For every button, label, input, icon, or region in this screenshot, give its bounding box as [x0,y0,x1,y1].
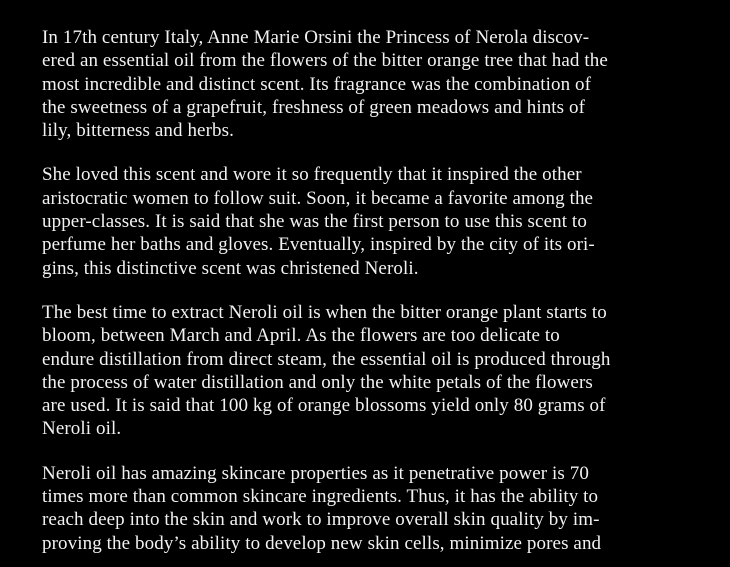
text-line: proving the body’s ability to develop new skin cells, minimize pores and [42,532,602,554]
text-line: reach deep into the skin and work to improve overall skin quality by im- [42,509,600,531]
article-body [42,26,694,567]
paragraph-aristocratic-women [42,163,694,279]
text-line: In 17th century Italy, Anne Marie Orsini the Princess of Nerola discov- [42,27,590,48]
text-line: the sweetness of a grapefruit, freshness of green meadows and hints of [42,96,586,118]
text-line: The best time to extract Neroli oil is when the bitter orange plant starts to [42,301,607,323]
text-line: Neroli oil. [42,418,122,440]
text-line: perfume her baths and gloves. Eventually, inspired by the city of its ori- [42,234,595,256]
text-line: ered an essential oil from the flowers of the bitter orange tree that had the [42,50,608,72]
paragraph-princess-of-nerola [42,26,694,142]
text-line: upper-classes. It is said that she was the first person to use this scent to [42,211,587,233]
text-line: gins, this distinctive scent was christened Neroli. [42,257,419,279]
paragraph-extraction [42,301,694,441]
text-line: lily, bitterness and herbs. [42,120,234,142]
text-line: most incredible and distinct scent. Its fragrance was the combination of [42,73,592,95]
paragraph-skincare [42,462,694,555]
text-line: endure distillation from direct steam, the essential oil is produced through [42,348,611,370]
text-line: are used. It is said that 100 kg of orange blossoms yield only 80 grams of [42,395,606,417]
text-line: the process of water distillation and only the white petals of the flowers [42,371,593,393]
text-line: Neroli oil has amazing skincare properties as it penetrative power is 70 [42,462,589,484]
text-line: She loved this scent and wore it so frequently that it inspired the other [42,164,582,186]
text-line: aristocratic women to follow suit. Soon, it became a favorite among the [42,187,594,209]
text-line: times more than common skincare ingredients. Thus, it has the ability to [42,486,599,508]
text-line: bloom, between March and April. As the flowers are too delicate to [42,325,560,347]
